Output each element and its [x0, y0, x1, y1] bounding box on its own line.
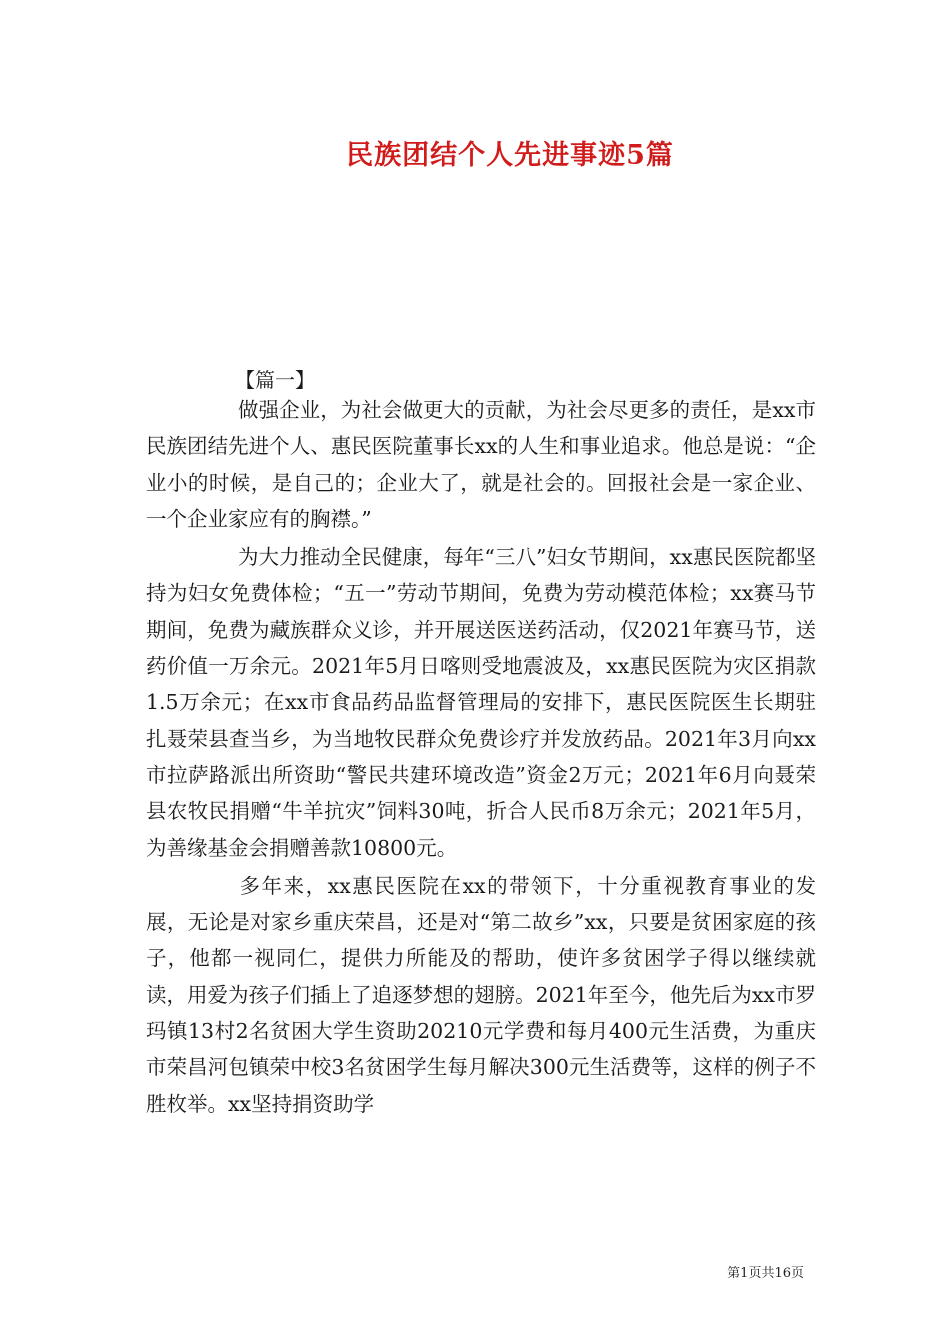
paragraph-2 [146, 539, 816, 866]
paragraph-3-text: 多年来，xx惠民医院在xx的带领下，十分重视教育事业的发展，无论是对家乡重庆荣昌，还是对“第二故乡”xx，只要是贫困家庭的孩子，他都一视同仁，提供力所能及的帮助，使许多贫困学子得以继续就读，用爱为孩子们插上了追逐梦想的翅膀。2021年至今，他先后为xx市罗玛镇13村2名贫困大学生资助20210元学费和每月400元生活费，为重庆市荣昌河包镇荣中校3名贫困学生每月解决300元生活费等，这样的例子不胜枚举。xx坚持捐资助学 [146, 873, 816, 1116]
paragraph-1 [146, 392, 816, 537]
document-title: 民族团结个人先进事迹5篇 [346, 140, 674, 171]
section-heading: 【篇一】 [235, 368, 315, 392]
page-number-footer: 第1页共16页 [727, 1266, 804, 1281]
paragraph-3 [146, 868, 816, 1122]
paragraph-2-text: 为大力推动全民健康，每年“三八”妇女节期间，xx惠民医院都坚持为妇女免费体检；“五一”劳动节期间，免费为劳动模范体检；xx赛马节期间，免费为藏族群众义诊，并开展送医送药活动，仅2021年赛马节，送药价值一万余元。2021年5月日喀则受地震波及，xx惠民医院为灾区捐款1.5万余元；在xx市食品药品监督管理局的安排下，惠民医院医生长期驻扎聂荣县查当乡，为当地牧民群众免费诊疗并发放药品。2021年3月向xx市拉萨路派出所资助“警民共建环境改造”资金2万元；2021年6月向聂荣县农牧民捐赠“牛羊抗灾”饲料30吨，折合人民币8万余元；2021年5月，为善缘基金会捐赠善款10800元。 [146, 545, 816, 860]
document-body [146, 392, 816, 1122]
paragraph-1-text: 做强企业，为社会做更大的贡献，为社会尽更多的责任，是xx市民族团结先进个人、惠民医院董事长xx的人生和事业追求。他总是说：“企业小的时候，是自己的；企业大了，就是社会的。回报社会是一家企业、一个企业家应有的胸襟。” [146, 398, 816, 531]
